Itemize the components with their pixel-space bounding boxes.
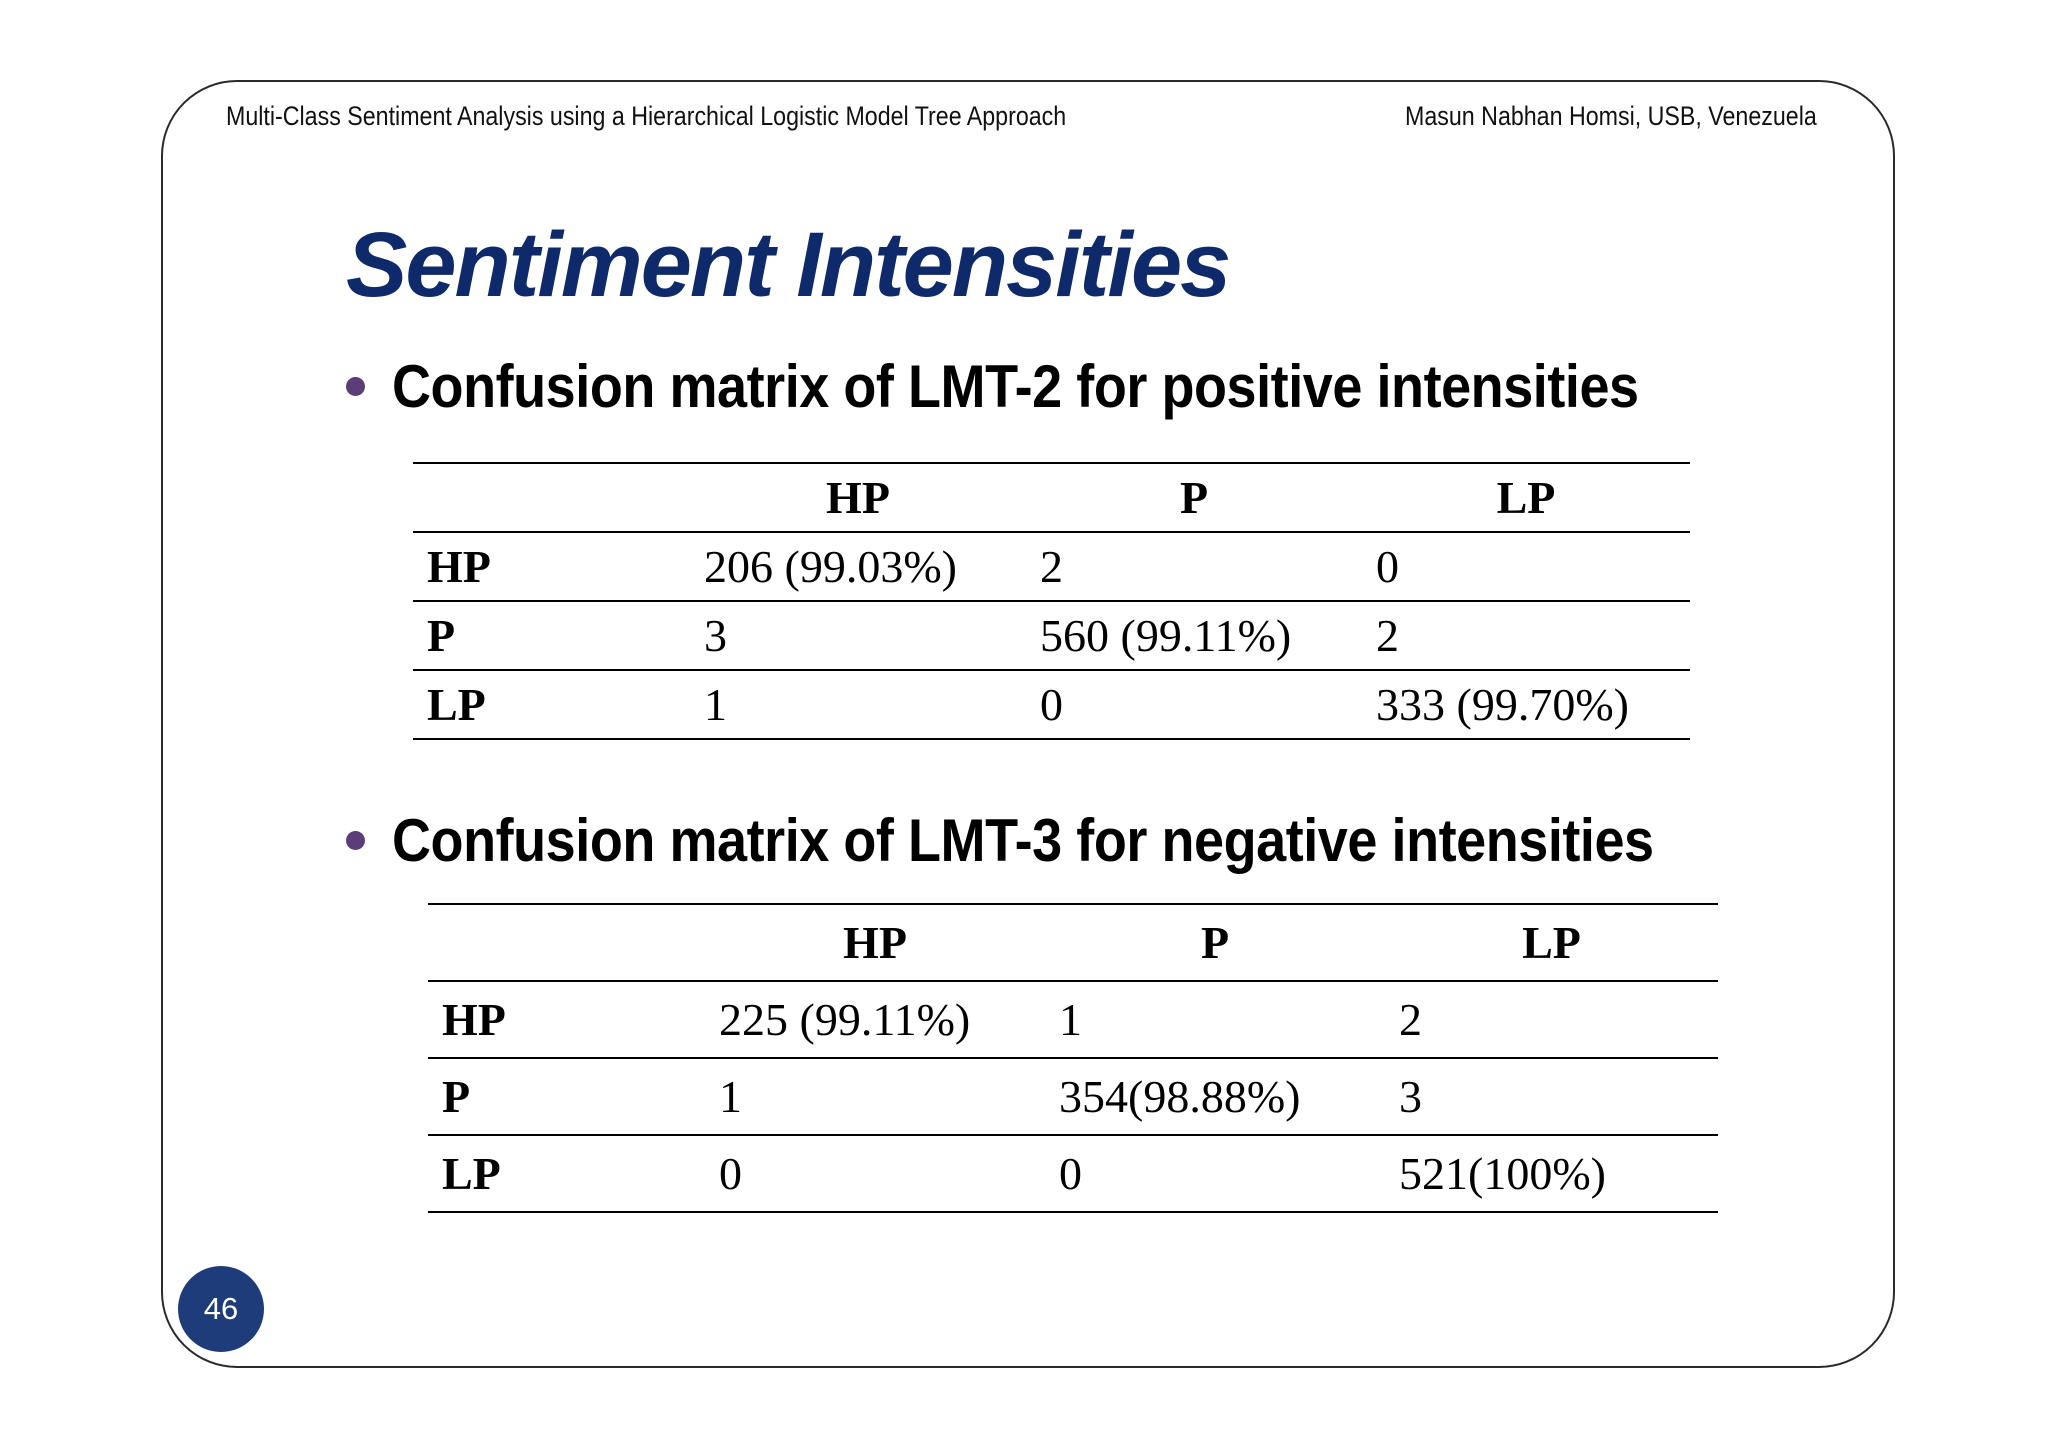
table-cell: 0	[1362, 532, 1690, 601]
row-header: P	[428, 1058, 705, 1135]
table-row	[413, 670, 1690, 739]
table-row	[428, 981, 1718, 1058]
column-header	[413, 463, 690, 532]
table-cell: 333 (99.70%)	[1362, 670, 1690, 739]
row-header: LP	[413, 670, 690, 739]
column-header: LP	[1362, 463, 1690, 532]
table-cell: 0	[705, 1135, 1045, 1212]
header-author: Masun Nabhan Homsi, USB, Venezuela	[1405, 101, 1817, 131]
confusion-matrix-lmt3	[428, 903, 1718, 1213]
bullet-text: Confusion matrix of LMT-2 for positive intensities	[392, 353, 1639, 420]
table-cell: 2	[1026, 532, 1362, 601]
table-cell: 1	[1045, 981, 1385, 1058]
table-cell: 225 (99.11%)	[705, 981, 1045, 1058]
table-cell: 521(100%)	[1385, 1135, 1718, 1212]
table-cell: 2	[1362, 601, 1690, 670]
table-cell: 0	[1045, 1135, 1385, 1212]
table-cell: 1	[705, 1058, 1045, 1135]
column-header: HP	[705, 904, 1045, 981]
header-presentation-title: Multi-Class Sentiment Analysis using a Hierarchical Logistic Model Tree Approach	[226, 101, 1067, 131]
column-header: HP	[690, 463, 1026, 532]
column-header	[428, 904, 705, 981]
column-header: P	[1045, 904, 1385, 981]
table-header-row	[428, 904, 1718, 981]
row-header: HP	[428, 981, 705, 1058]
column-header: P	[1026, 463, 1362, 532]
table-cell: 3	[690, 601, 1026, 670]
table-cell: 2	[1385, 981, 1718, 1058]
row-header: P	[413, 601, 690, 670]
table-cell: 354(98.88%)	[1045, 1058, 1385, 1135]
bullet-negative-intensities	[346, 806, 1794, 875]
row-header: LP	[428, 1135, 705, 1212]
confusion-matrix-lmt2	[413, 462, 1690, 740]
bullet-text: Confusion matrix of LMT-3 for negative intensities	[392, 807, 1654, 874]
bullet-dot-icon	[346, 377, 365, 396]
row-header: HP	[413, 532, 690, 601]
table-header-row	[413, 463, 1690, 532]
bullet-dot-icon	[346, 831, 365, 850]
table-row	[413, 601, 1690, 670]
table-row	[428, 1135, 1718, 1212]
column-header: LP	[1385, 904, 1718, 981]
table-cell: 0	[1026, 670, 1362, 739]
slide-title: Sentiment Intensities	[346, 214, 1230, 316]
bullet-positive-intensities	[346, 352, 1777, 421]
table-cell: 206 (99.03%)	[690, 532, 1026, 601]
table-row	[413, 532, 1690, 601]
page-number-badge: 46	[178, 1266, 264, 1352]
table-cell: 3	[1385, 1058, 1718, 1135]
table-cell: 560 (99.11%)	[1026, 601, 1362, 670]
table-row	[428, 1058, 1718, 1135]
table-cell: 1	[690, 670, 1026, 739]
